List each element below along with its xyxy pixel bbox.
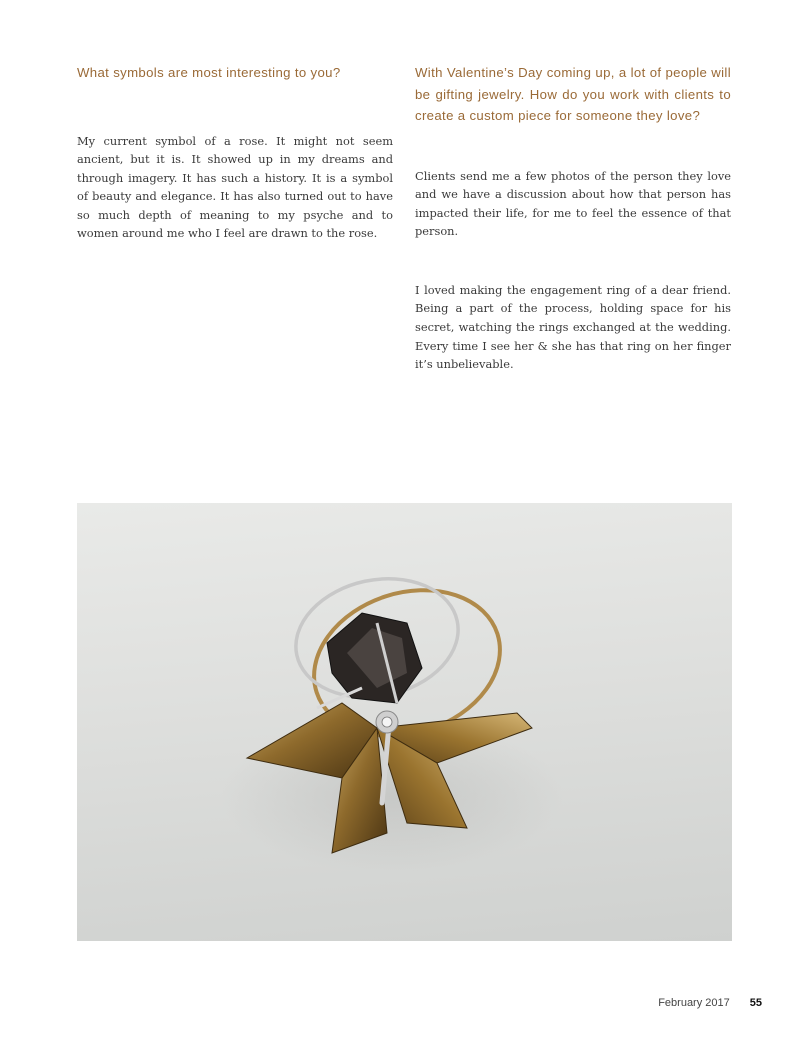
interview-answer: I loved making the engagement ring of a dear friend. Being a part of the process, holding space for his secret, watching the rings exchanged at the wedding. Every time I see her & she has that ring on her finger it’s unbelievable. xyxy=(415,282,731,372)
issue-date: February 2017 xyxy=(658,997,730,1009)
interview-answer: My current symbol of a rose. It might not seem ancient, but it is. It showed up in my dreams and through imagery. It has such a history. It is a symbol of beauty and elegance. It has also turned out to have so much depth of meaning to my psyche and to women around me who I feel are drawn to the rose. xyxy=(77,133,393,241)
page-footer xyxy=(658,997,762,1009)
interview-answer: Clients send me a few photos of the person they love and we have a discussion about how that person has impacted their life, for me to feel the essence of that person. xyxy=(415,168,731,239)
left-column xyxy=(77,62,393,243)
right-column xyxy=(415,62,731,374)
ring-illustration xyxy=(77,503,732,941)
page-number: 55 xyxy=(749,997,762,1009)
interview-question: What symbols are most interesting to you? xyxy=(77,65,341,80)
ring-photo xyxy=(77,503,732,941)
interview-question: With Valentine’s Day coming up, a lot of people will be gifting jewelry. How do you work with clients to create a custom piece for someone they love? xyxy=(415,65,731,123)
